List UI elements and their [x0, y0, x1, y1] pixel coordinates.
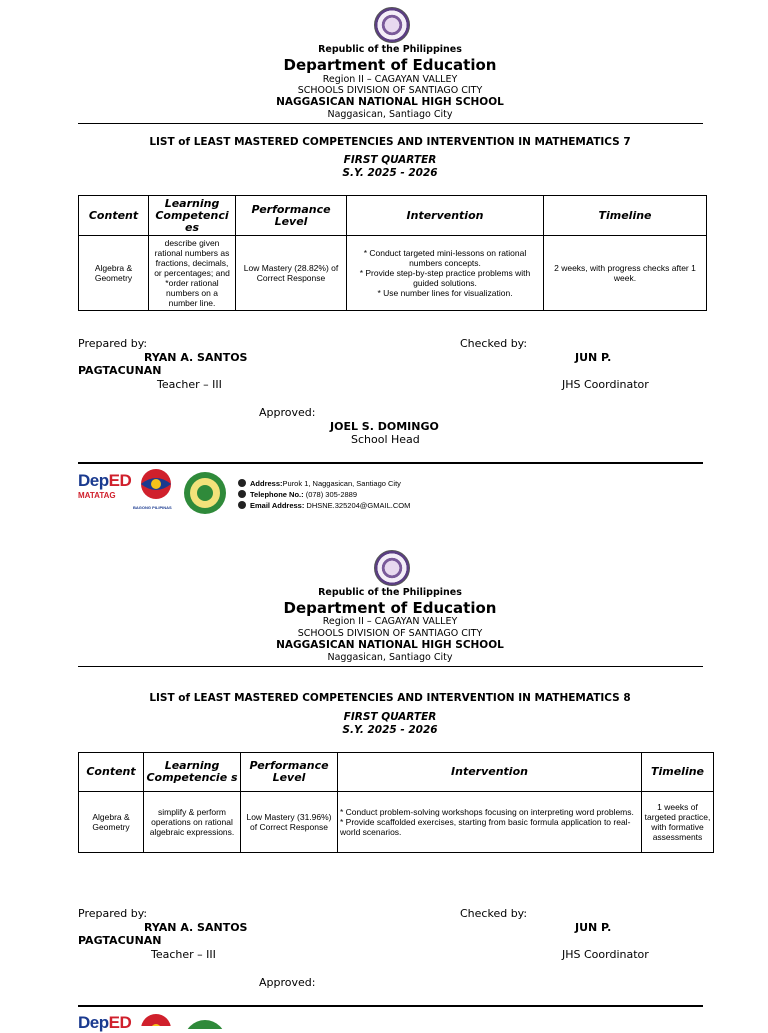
contact-block: [238, 478, 410, 511]
table-header-row: [79, 196, 707, 236]
approved-name: JOEL S. DOMINGO: [330, 420, 439, 433]
matatag-label: MATATAG: [78, 491, 116, 500]
header-content: Content: [79, 753, 144, 792]
address-line: [238, 478, 410, 489]
region-line: Region II – CAGAYAN VALLEY: [322, 616, 458, 627]
deped-suffix: ED: [108, 471, 132, 490]
competency-table: [78, 195, 707, 311]
checked-role: JHS Coordinator: [562, 948, 649, 961]
header-divider: [78, 666, 703, 667]
prepared-label: Prepared by:: [78, 907, 148, 920]
deped-suffix: ED: [108, 1013, 132, 1032]
division-line: SCHOOLS DIVISION OF SANTIAGO CITY: [297, 85, 483, 96]
checked-role: JHS Coordinator: [562, 378, 649, 391]
header-intervention: Intervention: [347, 196, 544, 236]
email-line: [238, 500, 410, 511]
prepared-name-cont: PAGTACUNAN: [78, 934, 162, 947]
table-header-row: [79, 753, 714, 792]
footer-divider: [78, 1005, 703, 1007]
cell-competency: describe given rational numbers as fractions, decimals, or percentages; and *order rational numbers on a number line.: [149, 236, 236, 311]
cell-content: Algebra & Geometry: [79, 792, 144, 853]
department-title: Department of Education: [283, 599, 497, 617]
school-location: Naggasican, Santiago City: [327, 109, 453, 120]
checked-label: Checked by:: [460, 907, 528, 920]
header-content: Content: [79, 196, 149, 236]
header-learning-competencies: Learning Competenci es: [149, 196, 236, 236]
header-intervention: Intervention: [338, 753, 642, 792]
cell-intervention: [347, 236, 544, 311]
document-title: LIST of LEAST MASTERED COMPETENCIES AND INTERVENTION IN MATHEMATICS 8: [149, 692, 631, 704]
intervention-item: * Conduct problem-solving workshops focusing on interpreting word problems.: [340, 807, 634, 817]
school-logo: [183, 471, 227, 519]
prepared-name-cont: PAGTACUNAN: [78, 364, 162, 377]
school-year-label: S.Y. 2025 - 2026: [342, 724, 438, 736]
checked-name: JUN P.: [575, 351, 612, 364]
email-value: DHSNE.325204@GMAIL.COM: [306, 501, 411, 510]
phone-value: (078) 305-2889: [305, 490, 358, 499]
address-value: Purok 1, Naggasican, Santiago City: [282, 479, 401, 488]
table-row: [79, 236, 707, 311]
department-title: Department of Education: [283, 56, 497, 74]
school-year-label: S.Y. 2025 - 2026: [342, 167, 438, 179]
header-timeline: Timeline: [642, 753, 714, 792]
table-row: [79, 792, 714, 853]
intervention-item: * Conduct targeted mini-lessons on rational numbers concepts.: [363, 248, 527, 268]
address-label: Address:: [250, 479, 283, 488]
bagong-pilipinas-label: BAGONG PILIPINAS: [133, 505, 172, 510]
intervention-item: * Use number lines for visualization.: [377, 288, 513, 298]
republic-line: Republic of the Philippines: [318, 44, 462, 55]
email-label: Email Address:: [250, 501, 305, 510]
phone-line: [238, 489, 410, 500]
competency-table: [78, 752, 714, 853]
header-timeline: Timeline: [544, 196, 707, 236]
intervention-item: * Provide scaffolded exercises, starting from basic formula application to real-world scenarios.: [340, 817, 631, 837]
prepared-name: RYAN A. SANTOS: [144, 351, 248, 364]
quarter-label: FIRST QUARTER: [343, 154, 437, 166]
header-learning-competencies: Learning Competencie s: [144, 753, 241, 792]
bagong-pilipinas-logo: [134, 1011, 178, 1030]
location-icon: [238, 479, 246, 487]
cell-timeline: 1 weeks of targeted practice, with formative assessments: [642, 792, 714, 853]
cell-performance: Low Mastery (31.96%) of Correct Response: [241, 792, 338, 853]
deped-prefix: Dep: [78, 471, 109, 490]
school-name: NAGGASICAN NATIONAL HIGH SCHOOL: [276, 96, 504, 108]
prepared-label: Prepared by:: [78, 337, 148, 350]
header-performance-level: Performance Level: [241, 753, 338, 792]
school-name: NAGGASICAN NATIONAL HIGH SCHOOL: [276, 639, 504, 651]
approved-label: Approved:: [259, 406, 316, 419]
checked-name: JUN P.: [575, 921, 612, 934]
cell-competency: simplify & perform operations on rational algebraic expressions.: [144, 792, 241, 853]
cell-content: Algebra & Geometry: [79, 236, 149, 311]
document-title: LIST of LEAST MASTERED COMPETENCIES AND INTERVENTION IN MATHEMATICS 7: [149, 136, 631, 148]
prepared-name: RYAN A. SANTOS: [144, 921, 248, 934]
email-icon: [238, 501, 246, 509]
phone-label: Telephone No.:: [250, 490, 304, 499]
deped-seal-icon: [374, 7, 410, 43]
prepared-role: Teacher – III: [157, 378, 222, 391]
prepared-role: Teacher – III: [151, 948, 216, 961]
division-line: SCHOOLS DIVISION OF SANTIAGO CITY: [297, 628, 483, 639]
cell-intervention: [338, 792, 642, 853]
cell-performance: Low Mastery (28.82%) of Correct Response: [236, 236, 347, 311]
footer-divider: [78, 462, 703, 464]
header-performance-level: Performance Level: [236, 196, 347, 236]
checked-label: Checked by:: [460, 337, 528, 350]
deped-prefix: Dep: [78, 1013, 109, 1032]
deped-matatag-logo: [78, 471, 131, 500]
region-line: Region II – CAGAYAN VALLEY: [322, 74, 458, 85]
deped-matatag-logo: [78, 1013, 131, 1033]
cell-timeline: 2 weeks, with progress checks after 1 week.: [544, 236, 707, 311]
approved-role: School Head: [351, 433, 420, 446]
republic-line: Republic of the Philippines: [318, 587, 462, 598]
phone-icon: [238, 490, 246, 498]
intervention-item: * Provide step-by-step practice problems with guided solutions.: [359, 268, 531, 288]
quarter-label: FIRST QUARTER: [343, 711, 437, 723]
school-location: Naggasican, Santiago City: [327, 652, 453, 663]
bagong-pilipinas-logo: [134, 468, 178, 508]
header-divider: [78, 123, 703, 124]
approved-label: Approved:: [259, 976, 316, 989]
deped-seal-icon: [374, 550, 410, 586]
